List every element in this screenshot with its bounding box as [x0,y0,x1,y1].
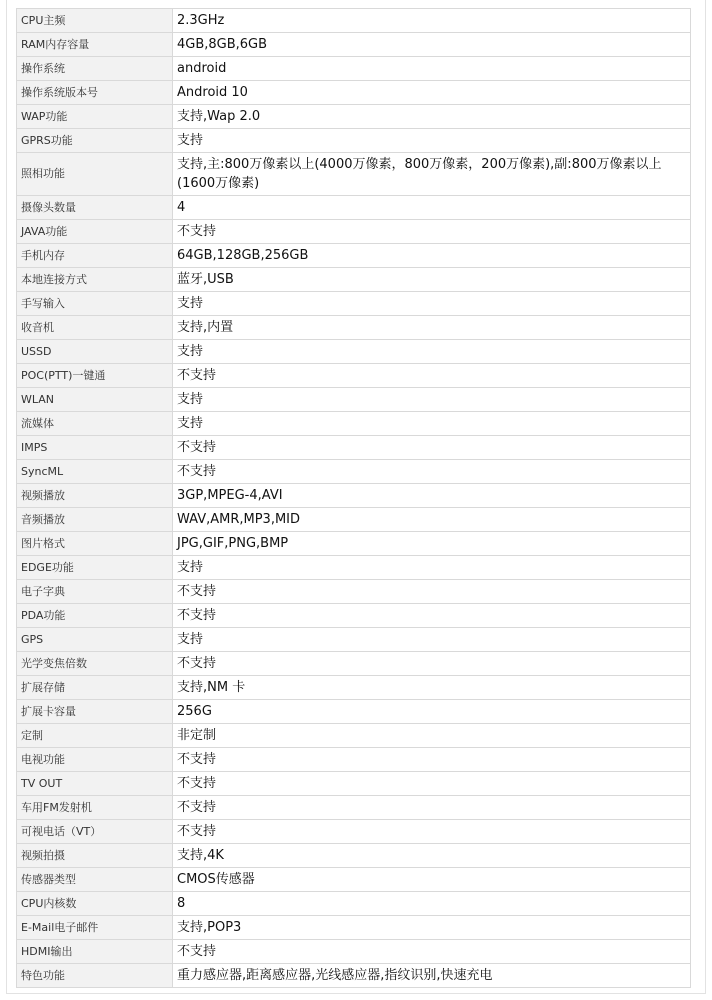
spec-label: 车用FM发射机 [17,796,173,820]
spec-label: GPRS功能 [17,129,173,153]
table-row [17,268,691,292]
table-row [17,580,691,604]
spec-value: 支持,NM 卡 [173,676,691,700]
table-row [17,532,691,556]
spec-value: JPG,GIF,PNG,BMP [173,532,691,556]
spec-value: 蓝牙,USB [173,268,691,292]
spec-label: 电视功能 [17,748,173,772]
table-row [17,964,691,988]
spec-label: 摄像头数量 [17,196,173,220]
spec-value: 不支持 [173,220,691,244]
spec-value: 4 [173,196,691,220]
table-row [17,556,691,580]
table-row [17,436,691,460]
spec-value: WAV,AMR,MP3,MID [173,508,691,532]
table-row [17,33,691,57]
spec-label: 操作系统 [17,57,173,81]
table-row [17,388,691,412]
spec-value: 8 [173,892,691,916]
spec-value: 不支持 [173,772,691,796]
spec-label: 照相功能 [17,153,173,196]
spec-value: 不支持 [173,460,691,484]
spec-label: 视频拍摄 [17,844,173,868]
spec-label: IMPS [17,436,173,460]
spec-label: 图片格式 [17,532,173,556]
spec-value: 不支持 [173,580,691,604]
table-row [17,129,691,153]
table-row [17,820,691,844]
spec-value: 支持,内置 [173,316,691,340]
table-row [17,868,691,892]
table-row [17,700,691,724]
spec-label: GPS [17,628,173,652]
spec-value: Android 10 [173,81,691,105]
spec-label: 扩展存储 [17,676,173,700]
spec-label: JAVA功能 [17,220,173,244]
spec-label: PDA功能 [17,604,173,628]
spec-value: 3GP,MPEG-4,AVI [173,484,691,508]
spec-value: 不支持 [173,820,691,844]
spec-value: 支持,POP3 [173,916,691,940]
table-row [17,292,691,316]
spec-label: 光学变焦倍数 [17,652,173,676]
table-row [17,628,691,652]
spec-value: 重力感应器,距离感应器,光线感应器,指纹识别,快速充电 [173,964,691,988]
spec-label: USSD [17,340,173,364]
table-row [17,105,691,129]
spec-value: 不支持 [173,748,691,772]
spec-label: 收音机 [17,316,173,340]
spec-label: 可视电话（VT） [17,820,173,844]
table-row [17,916,691,940]
spec-label: HDMI输出 [17,940,173,964]
table-row [17,892,691,916]
table-row [17,244,691,268]
spec-label: SyncML [17,460,173,484]
spec-value: 支持 [173,628,691,652]
spec-value: 不支持 [173,940,691,964]
table-row [17,57,691,81]
spec-value: android [173,57,691,81]
spec-value: 不支持 [173,796,691,820]
spec-label: 传感器类型 [17,868,173,892]
spec-value: 支持,Wap 2.0 [173,105,691,129]
table-row [17,748,691,772]
spec-label: POC(PTT)一键通 [17,364,173,388]
table-row [17,844,691,868]
spec-value: 支持 [173,292,691,316]
spec-value: 支持 [173,129,691,153]
spec-label: 音频播放 [17,508,173,532]
spec-label: EDGE功能 [17,556,173,580]
table-row [17,484,691,508]
table-row [17,772,691,796]
table-row [17,796,691,820]
spec-value: 不支持 [173,652,691,676]
table-row [17,9,691,33]
table-row [17,364,691,388]
spec-table [16,8,691,988]
spec-label: E-Mail电子邮件 [17,916,173,940]
table-row [17,220,691,244]
spec-value: 支持,4K [173,844,691,868]
spec-value: CMOS传感器 [173,868,691,892]
table-row [17,316,691,340]
spec-label: CPU内核数 [17,892,173,916]
spec-label: 特色功能 [17,964,173,988]
table-row [17,652,691,676]
spec-value: 支持 [173,340,691,364]
spec-label: 手写输入 [17,292,173,316]
table-row [17,676,691,700]
table-row [17,460,691,484]
spec-value: 支持 [173,412,691,436]
table-row [17,604,691,628]
spec-label: CPU主频 [17,9,173,33]
spec-value: 不支持 [173,436,691,460]
spec-label: 手机内存 [17,244,173,268]
spec-label: 定制 [17,724,173,748]
table-row [17,196,691,220]
spec-label: 电子字典 [17,580,173,604]
table-row [17,940,691,964]
table-row [17,724,691,748]
spec-value: 2.3GHz [173,9,691,33]
spec-label: WAP功能 [17,105,173,129]
spec-value: 256G [173,700,691,724]
spec-label: WLAN [17,388,173,412]
spec-value: 非定制 [173,724,691,748]
spec-label: 操作系统版本号 [17,81,173,105]
spec-value: 4GB,8GB,6GB [173,33,691,57]
spec-value: 不支持 [173,364,691,388]
table-row [17,412,691,436]
spec-value: 支持 [173,388,691,412]
table-row [17,153,691,196]
spec-label: 扩展卡容量 [17,700,173,724]
spec-value: 64GB,128GB,256GB [173,244,691,268]
spec-label: RAM内存容量 [17,33,173,57]
spec-value: 支持,主:800万像素以上(4000万像素，800万像素，200万像素),副:800万像素以上(1600万像素) [173,153,691,196]
spec-label: 本地连接方式 [17,268,173,292]
spec-label: 视频播放 [17,484,173,508]
spec-label: TV OUT [17,772,173,796]
spec-value: 支持 [173,556,691,580]
table-row [17,340,691,364]
table-row [17,81,691,105]
spec-label: 流媒体 [17,412,173,436]
spec-value: 不支持 [173,604,691,628]
table-row [17,508,691,532]
